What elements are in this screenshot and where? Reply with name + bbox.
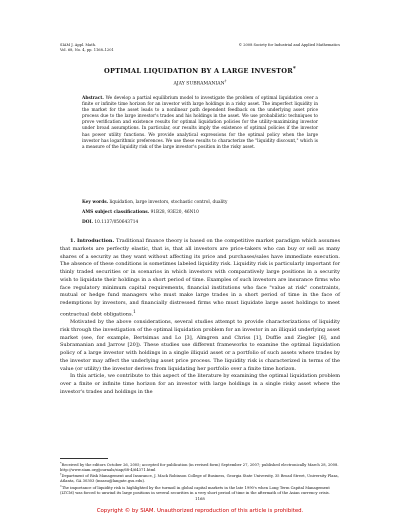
journal-volume: Vol. 68, No. 4, pp. 1168–1201 (60, 48, 114, 52)
author-footnote-mark: † (224, 78, 227, 83)
footnote-mark: † (60, 472, 62, 477)
footnote-mark: 1 (60, 483, 62, 488)
intro-paragraph-2: Motivated by the above considerations, several studies attempt to provide characterizations of liquidity risk through the investigation of the optimal liquidation problem for an investor in an illiquid underlying asset market (see, for example, Bertsimas and Lo [3], Almgren and Chriss [1], Duffie and Ziegler [6], and Subramanian and Jarrow [20]). These studies use different frameworks to examine the optimal liquidation policy of a large investor with holdings in a single illiquid asset or a portfolio of such assets where trades by the investor may affect the underlying asset price process. The liquidity risk is characterized in terms of the value (or utility) the investor derives from liquidating her portfolio over a finite time horizon. (60, 319, 340, 372)
doi (82, 220, 318, 226)
introduction-section (60, 238, 340, 397)
abstract (82, 96, 318, 151)
paper-author (60, 78, 340, 87)
footnote (60, 472, 340, 483)
footnote-url[interactable]: http://www.siam.org/journals/siap/68-4/64371.html (60, 467, 156, 472)
intro-paragraph-1 (60, 238, 340, 319)
abstract-label: Abstract. (82, 96, 104, 101)
doi-label: DOI. (82, 220, 93, 225)
copyright-suffix: Unauthorized reproduction of this article is prohibited. (156, 508, 304, 514)
ams-classification (82, 210, 318, 216)
footnote-mark: * (60, 461, 62, 465)
doi-link[interactable]: 10.1137/050643714 (94, 220, 139, 225)
copyright-prefix: Copyright © by SIAM. (96, 508, 156, 514)
intro-paragraph-3: In this article, we contribute to this aspect of the literature by examining the optimal liquidation problem over a finite or infinite time horizon for an investor with large holdings in a single risky asset where the investor's trades and holdings in the (60, 373, 340, 395)
author-name: AJAY SUBRAMANIAN (173, 81, 225, 87)
intro-paragraph-1-text: Traditional finance theory is based on the competitive market paradigm which assumes that markets are perfectly elastic, that is, that all investors are price-takers who can buy or sell as many shares of a security as they want without affecting its price and purchases/sales have immediate execution. The absence of these conditions is sometimes labeled liquidity risk. Liquidity risk is particularly important for thinly traded securities or in scenarios in which investors with comparatively large positions in a security wish to liquidate their holdings in a short period of time. Examples of such investors are insurance firms who face regulatory minimum capital requirements, financial institutions who face "value at risk" constraints, mutual or hedge fund managers who must make large trades in a short period of time in the face of redemptions by investors, and financially distressed firms who must liquidate large asset holdings to meet contractual debt obligations. (60, 238, 341, 318)
section-heading: Introduction. (76, 238, 115, 244)
journal-name: SIAM J. Appl. Math. (60, 43, 97, 47)
footnote-1-mark: 1 (133, 308, 136, 314)
society-copyright: © 2008 Society for Industrial and Applied Mathematics (238, 43, 340, 47)
paper-title-text: OPTIMAL LIQUIDATION BY A LARGE INVESTOR (104, 67, 293, 76)
title-footnote-mark: * (292, 66, 296, 72)
footnote-text: The importance of liquidity risk is highlighted by the turmoil in global capital markets in the late 1990's when Long Term Capital Management (LTCM) was forced to unwind its large positions in several securities in a very short period of time in the aftermath of the Asian currency crisis. (60, 486, 330, 495)
bottom-copyright (0, 508, 400, 514)
keywords-label: Key words. (82, 200, 109, 205)
section-number: 1. (70, 238, 76, 244)
footnote-text: Received by the editors October 26, 2005; accepted for publication (in revised form) September 27, 2007; published electronically March 28, 2008. (61, 463, 339, 468)
paper-title (60, 66, 340, 75)
ams-text: 91B28, 93E20, 46N10 (150, 210, 199, 215)
ams-label: AMS subject classifications. (82, 210, 150, 215)
footnote-rule (60, 458, 108, 459)
keywords-text: liquidation, large investors, stochastic control, duality (109, 200, 228, 205)
abstract-text: We develop a partial equilibrium model to investigate the problem of optimal liquidation over a finite or infinite time horizon for an investor with large holdings in a risky asset. The imperfect liquidity in the market for the asset leads to a nonlinear path dependent feedback on the underlying asset price process due to the large investor's trades and his holdings in the asset. We use probabilistic techniques to prove verification and existence results for optimal liquidation policies for the utility-maximizing investor under broad assumptions. In particular, our results imply the existence of optimal policies if the investor has power utility functions. We provide analytical expressions for the optimal policy when the large investor has logarithmic preferences. We use these results to characterize the "liquidity discount," which is a measure of the liquidity risk of the large investor's position in the risky asset. (82, 96, 318, 150)
footnote (60, 484, 340, 495)
footnote-text: Department of Risk Management and Insurance, J. Mack Robinson College of Business, Georgia State University, 35 Broad Street, University Plaza, Atlanta, GA 30303 (insasu@langate.gsu.edu). (60, 474, 339, 484)
journal-citation (60, 43, 114, 53)
footnotes (60, 461, 340, 495)
keywords (82, 200, 318, 206)
footnote (60, 461, 340, 468)
page-number: 1168 (195, 496, 205, 501)
